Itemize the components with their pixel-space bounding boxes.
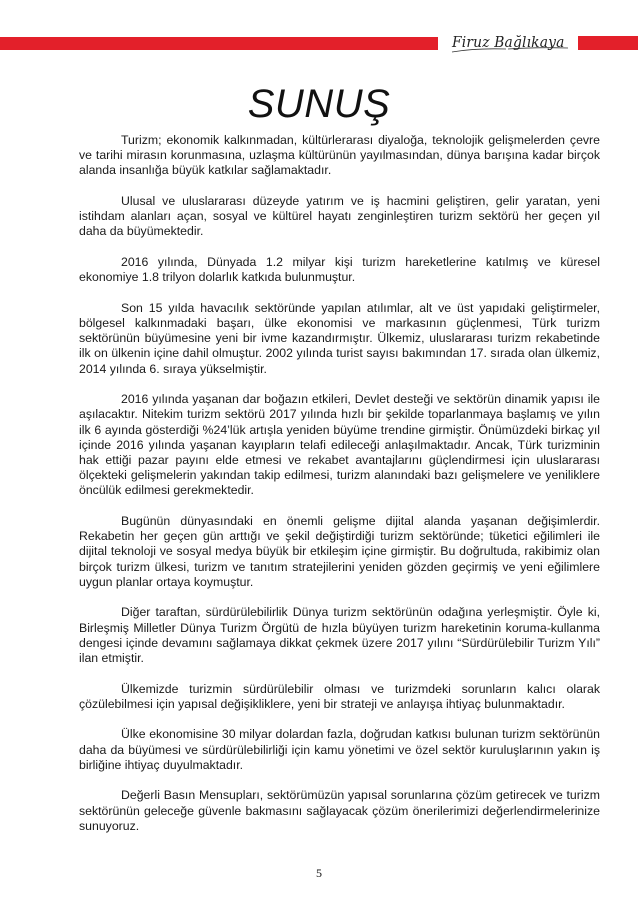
signature-logo — [446, 28, 572, 56]
paragraph: Bugünün dünyasındaki en önemli gelişme dijital alanda yaşanan değişimlerdir. Rekabetin her geçen gün arttığı ve şekil değiştirdiği turizm sektöründe; tüketici eğilimleri ile dijital teknoloji ve sosyal medya büyük bir etkileşim içine girmiştir. Bu doğrultuda, rakibimiz olan birçok turizm ülkesi, turizm ve tanıtım stratejilerini yeniden gözden geçirmiş ve yeni eğilimlere uygun planlar ortaya koymuştur. — [79, 514, 600, 589]
header-red-bar-right — [578, 36, 638, 50]
paragraph: 2016 yılında, Dünyada 1.2 milyar kişi turizm hareketlerine katılmış ve küresel ekonomiye 1.8 trilyon dolarlık katkıda bulunmuştur. — [79, 255, 600, 285]
paragraph: Turizm; ekonomik kalkınmadan, kültürlerarası diyaloğa, teknolojik gelişmelerden çevre ve tarihi mirasın korunmasına, uzlaşma kültürünün yayılmasından, dünya barışına kadar birçok alanda insanlığa büyük katkılar sağlamaktadır. — [79, 133, 600, 178]
signature-text: Firuz Bağlıkaya — [452, 33, 565, 51]
page-number: 5 — [316, 866, 322, 880]
paragraph: Değerli Basın Mensupları, sektörümüzün yapısal sorunlarına çözüm getirecek ve turizm sektörünün geleceğe güvenle bakmasını sağlayacak çözüm önerilerimizi değerlendirmelerinize sunuyoruz. — [79, 788, 600, 833]
paragraph: Ülkemizde turizmin sürdürülebilir olması ve turizmdeki sorunların kalıcı olarak çözülebilmesi için yapısal değişikliklere, yeni bir strateji ve anlayışa ihtiyaç bulunmaktadır. — [79, 681, 600, 711]
body-text — [79, 133, 600, 849]
paragraph: 2016 yılında yaşanan dar boğazın etkileri, Devlet desteği ve sektörün dinamik yapısı ile aşılacaktır. Nitekim turizm sektörü 2017 yılında hızlı bir şekilde toparlanmaya başlamış ve yılın ilk 6 ayında gösterdiği %24’lük artışla yeniden büyüme trendine girmiştir. Önümüzdeki birkaç yıl içinde 2016 yılında yaşanan kayıpların telafi edileceği anlaşılmaktadır. Ancak, Türk turizminin hak ettiği pazar payını elde etmesi ve rekabet avantajlarını güçlendirmesi için uluslararası ölçekteki gelişmelerin yakından takip edilmesi, turizm alanındaki bazı gelişmelere ve yeniliklere öncülük edilmesi gerekmektedir. — [79, 392, 600, 498]
paragraph: Ulusal ve uluslararası düzeyde yatırım ve iş hacmini geliştiren, gelir yaratan, yeni istihdam alanları açan, sosyal ve kültürel hayatı zenginleştiren turizm sektörü her geçen yıl daha da büyümektedir. — [79, 194, 600, 239]
page-title: SUNUŞ — [247, 82, 391, 126]
paragraph: Son 15 yılda havacılık sektöründe yapılan atılımlar, alt ve üst yapıdaki geliştirmeler, bölgesel kalkınmadaki başarı, ülke ekonomisi ve markasının güçlenmesi, Türk turizm sektörünün büyümesine yeni bir ivme kazandırmıştır. Ülkemiz, uluslararası turizm rekabetinde ilk on ülkenin içine dahil olmuştur. 2002 yılında turist sayısı bakımından 17. sırada olan ülkemiz, 2014 yılında 6. sıraya yükselmiştir. — [79, 300, 600, 376]
paragraph: Diğer taraftan, sürdürülebilirlik Dünya turizm sektörünün odağına yerleşmiştir. Öyle ki, Birleşmiş Milletler Dünya Turizm Örgütü de hızla büyüyen turizm hareketinin koruma-kullanma dengesi içinde devamını sağlamaya dikkat çekmek üzere 2017 yılını “Sürdürülebilir Turizm Yılı” ilan etmiştir. — [79, 605, 600, 666]
paragraph: Ülke ekonomisine 30 milyar dolardan fazla, doğrudan katkısı bulunan turizm sektörünün daha da büyümesi ve sürdürülebilirliği için kamu yönetimi ve özel sektör kuruluşlarının yakın iş birliğine ihtiyaç duyulmaktadır. — [79, 727, 600, 772]
header-red-bar-left — [0, 37, 438, 50]
